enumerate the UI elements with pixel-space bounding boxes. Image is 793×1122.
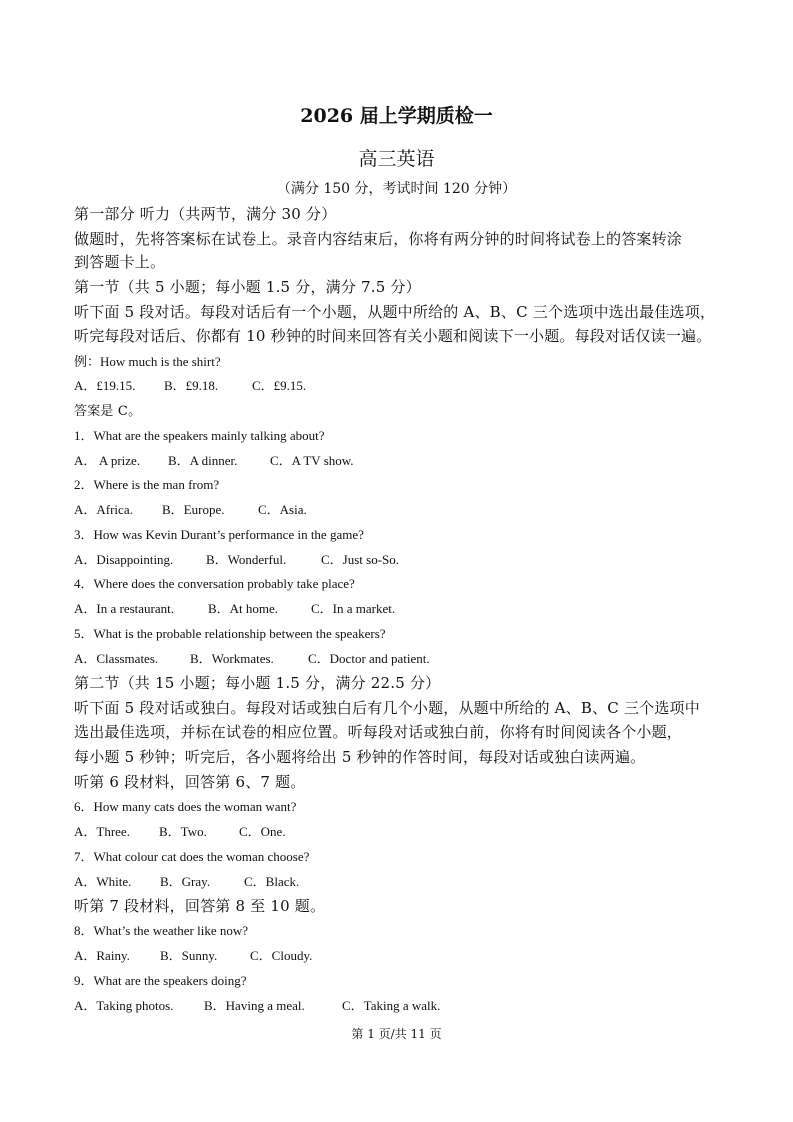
question-9: 9．What are the speakers doing? bbox=[74, 973, 247, 988]
section2-heading: 第二节（共 15 小题；每小题 1.5 分，满分 22.5 分） bbox=[74, 674, 441, 692]
question-1-options bbox=[74, 450, 354, 469]
question-4-options bbox=[74, 598, 395, 617]
question-6-option-b: B．Two. bbox=[159, 824, 207, 839]
question-4: 4．Where does the conversation probably take place? bbox=[74, 576, 355, 591]
example-option-c: C．£9.15. bbox=[252, 378, 307, 393]
question-9-options bbox=[74, 995, 440, 1014]
material-7-instruction: 听第 7 段材料，回答第 8 至 10 题。 bbox=[74, 897, 326, 915]
example-answer: 答案是 C。 bbox=[74, 404, 142, 419]
question-3-option-b: B．Wonderful. bbox=[206, 552, 287, 567]
question-4-option-c: C．In a market. bbox=[311, 601, 396, 616]
exam-note: （满分 150 分，考试时间 120 分钟） bbox=[276, 181, 517, 197]
question-6-options bbox=[74, 821, 286, 840]
question-2: 2．Where is the man from? bbox=[74, 477, 220, 492]
section2-instruction-line3: 每小题 5 秒钟；听完后，各小题将给出 5 秒钟的作答时间，每段对话或独白读两遍。 bbox=[74, 748, 646, 766]
question-8-option-c: C．Cloudy. bbox=[250, 948, 313, 963]
question-3: 3．How was Kevin Durant’s performance in the game? bbox=[74, 527, 364, 542]
question-7-option-c: C．Black. bbox=[244, 874, 300, 889]
question-6-option-a: A．Three. bbox=[74, 824, 130, 839]
part1-intro-line2: 到答题卡上。 bbox=[74, 253, 166, 271]
question-5-options bbox=[74, 648, 430, 667]
question-7-options bbox=[74, 871, 299, 890]
question-9-option-b: B．Having a meal. bbox=[204, 998, 305, 1013]
question-7-option-a: A．White. bbox=[74, 874, 132, 889]
question-1: 1．What are the speakers mainly talking about? bbox=[74, 428, 325, 443]
question-9-option-c: C．Taking a walk. bbox=[342, 998, 441, 1013]
example-question: 例：How much is the shirt? bbox=[74, 354, 221, 369]
question-2-option-c: C．Asia. bbox=[258, 502, 307, 517]
question-2-option-a: A．Africa. bbox=[74, 502, 133, 517]
material-6-instruction: 听第 6 段材料，回答第 6、7 题。 bbox=[74, 773, 306, 791]
question-7-option-b: B．Gray. bbox=[160, 874, 211, 889]
example-option-a: A．£19.15. bbox=[74, 378, 136, 393]
question-8: 8．What’s the weather like now? bbox=[74, 923, 248, 938]
question-8-option-b: B．Sunny. bbox=[160, 948, 218, 963]
question-2-options bbox=[74, 499, 307, 518]
question-5-option-c: C．Doctor and patient. bbox=[308, 651, 430, 666]
section1-instruction-line2: 听完每段对话后、你都有 10 秒钟的时间来回答有关小题和阅读下一小题。每段对话仅读一遍。 bbox=[74, 327, 712, 345]
question-6-option-c: C．One. bbox=[239, 824, 286, 839]
question-4-option-b: B．At home. bbox=[208, 601, 279, 616]
question-1-option-b: B．A dinner. bbox=[168, 453, 238, 468]
part1-heading: 第一部分 听力（共两节，满分 30 分） bbox=[74, 205, 337, 223]
page-footer: 第 1 页/共 11 页 bbox=[351, 1027, 442, 1041]
section1-instruction-line1: 听下面 5 段对话。每段对话后有一个小题，从题中所给的 A、B、C 三个选项中选出最佳选项， bbox=[74, 303, 716, 321]
exam-subject: 高三英语 bbox=[358, 148, 435, 170]
question-2-option-b: B．Europe. bbox=[162, 502, 225, 517]
part1-intro-line1: 做题时，先将答案标在试卷上。录音内容结束后，你将有两分钟的时间将试卷上的答案转涂 bbox=[74, 230, 683, 248]
question-1-option-c: C．A TV show. bbox=[270, 453, 354, 468]
question-9-option-a: A．Taking photos. bbox=[74, 998, 174, 1013]
section2-instruction-line1: 听下面 5 段对话或独白。每段对话或独白后有几个小题，从题中所给的 A、B、C 三个选项中 bbox=[74, 699, 700, 717]
question-1-option-a: A． A prize. bbox=[74, 453, 141, 468]
example-options bbox=[74, 375, 306, 394]
question-5: 5．What is the probable relationship between the speakers? bbox=[74, 626, 386, 641]
question-3-option-c: C．Just so-So. bbox=[321, 552, 400, 567]
question-3-options bbox=[74, 549, 399, 568]
question-3-option-a: A．Disappointing. bbox=[74, 552, 174, 567]
question-8-options bbox=[74, 945, 312, 964]
question-7: 7．What colour cat does the woman choose? bbox=[74, 849, 310, 864]
section2-instruction-line2: 选出最佳选项，并标在试卷的相应位置。听每段对话或独白前，你将有时间阅读各个小题， bbox=[74, 723, 683, 741]
question-4-option-a: A．In a restaurant. bbox=[74, 601, 174, 616]
section1-heading: 第一节（共 5 小题；每小题 1.5 分，满分 7.5 分） bbox=[74, 278, 421, 296]
question-6: 6．How many cats does the woman want? bbox=[74, 799, 297, 814]
example-option-b: B．£9.18. bbox=[164, 378, 219, 393]
exam-title: 2026 届上学期质检一 bbox=[300, 105, 493, 127]
question-8-option-a: A．Rainy. bbox=[74, 948, 130, 963]
question-5-option-a: A．Classmates. bbox=[74, 651, 159, 666]
question-5-option-b: B．Workmates. bbox=[190, 651, 274, 666]
